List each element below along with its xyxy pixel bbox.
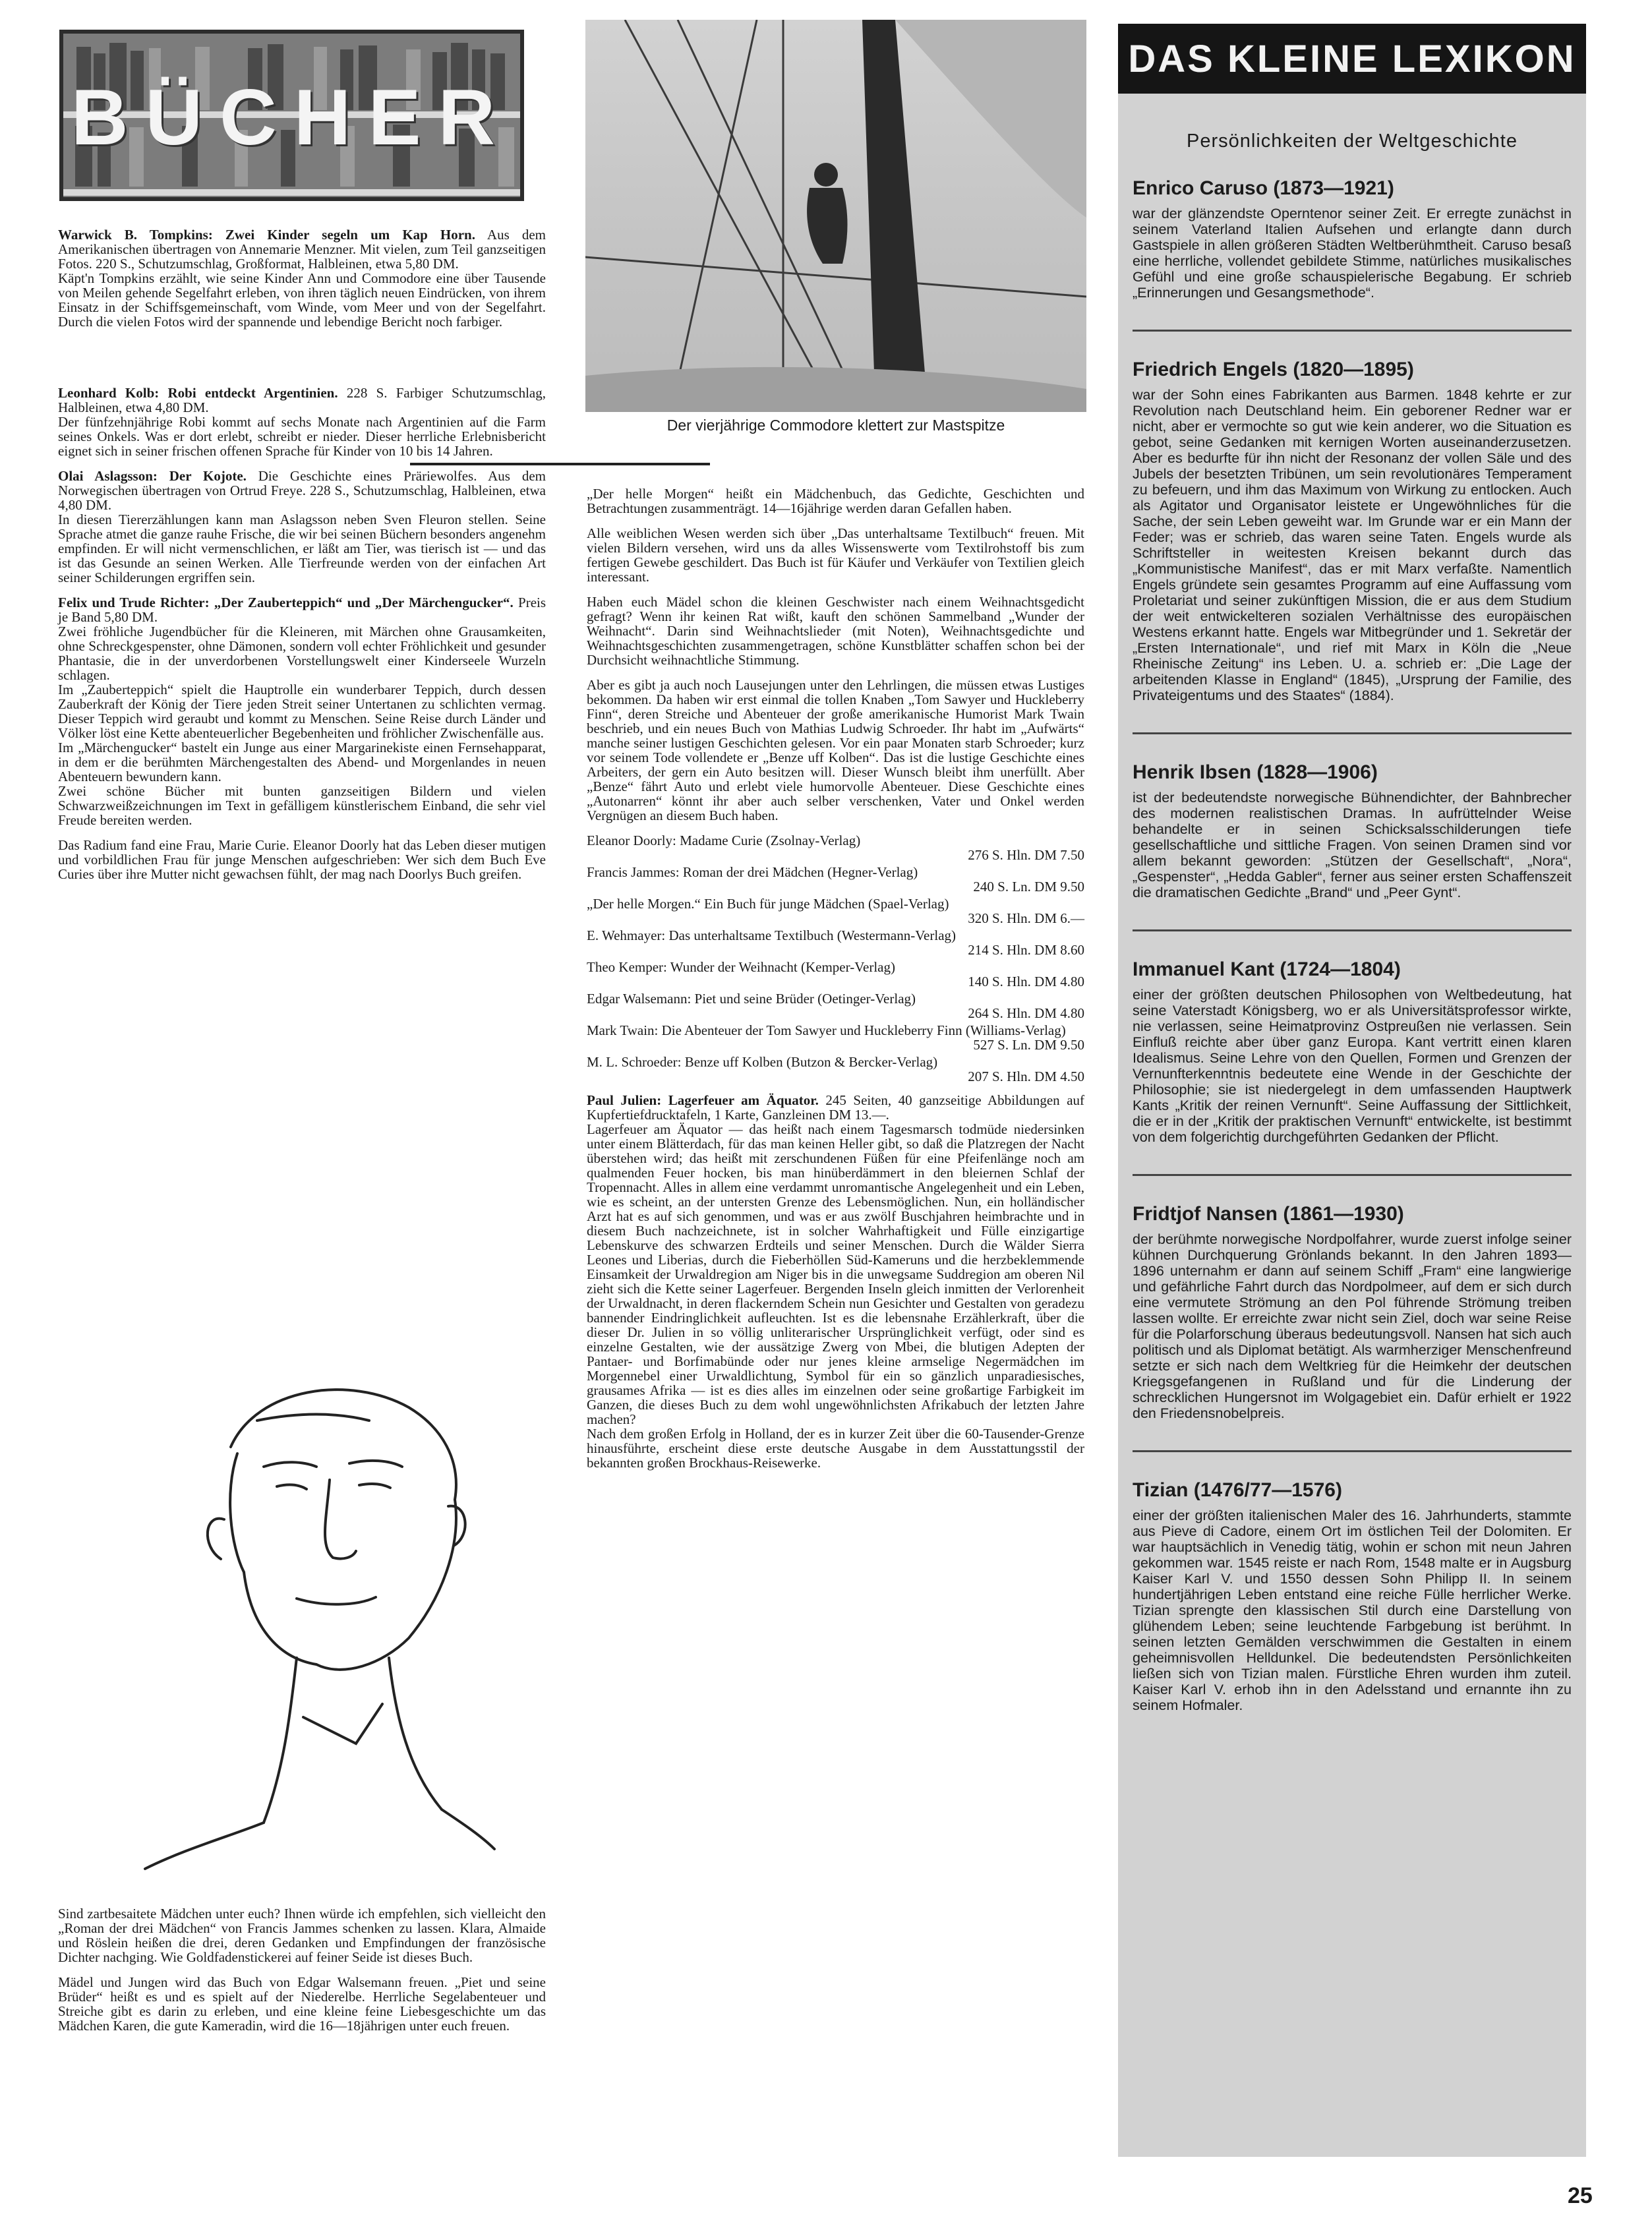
lexikon-entry-caruso (1133, 177, 1572, 301)
book-price: 276 S. Hln. DM 7.50 (968, 847, 1084, 863)
review-details: Preis je Band 5,80 DM. (58, 595, 546, 625)
review-kolb (58, 386, 546, 458)
book-title: Edgar Walsemann: Piet und seine Brüder (Oetinger-Verlag) (587, 991, 916, 1007)
lexikon-header (1118, 24, 1586, 94)
lexikon-entry-engels (1133, 358, 1572, 703)
review-text: Im „Zauberteppich“ spielt die Hauptrolle ein wunderbarer Teppich, durch dessen Zauberkraft der König der Tiere jeden Streit seiner Untertanen zu schlichten vermag. Dieser Teppich wird geraubt und kommt zu Menschen. Seine Reise durch Länder und Völker löst eine Kette abenteuerlicher Begebenheiten und fröhlicher Zwischenfälle aus. (58, 682, 546, 741)
review-walsemann: Mädel und Jungen wird das Buch von Edgar Walsemann freuen. „Piet und seine Brüder“ heißt es und es spielt auf der Niederelbe. Herrliche Segelabenteuer und Streiche gibt es darin zu erleben, und eine kleine feine Liebesgeschichte um das Mädchen Karen, die gute Kameradin, wird die 16—18jährigen unter euch freuen. (58, 1974, 546, 2034)
book-price: 214 S. Hln. DM 8.60 (968, 942, 1084, 958)
review-morgen: „Der helle Morgen“ heißt ein Mädchenbuch, das Gedichte, Geschichten und Betrachtungen zusammenträgt. 14—16jährige werden daran Gefallen haben. (587, 486, 1084, 516)
lexikon-divider (1133, 732, 1572, 734)
lexikon-divider (1133, 330, 1572, 332)
review-title: Warwick B. Tompkins: Zwei Kinder segeln um Kap Horn. (58, 227, 475, 243)
lexikon-entry-name: Fridtjof Nansen (1861—1930) (1133, 1203, 1404, 1225)
book-list-item (587, 928, 1084, 957)
banner-title: BÜCHER (71, 73, 513, 162)
book-reviews-column-left (58, 227, 546, 892)
lexikon-entry-text: ist der bedeutendste norwegische Bühnendichter, der Bahnbrecher des modernen realistischen Dramas. In aufrüttelnder Weise behandelte er in seinen Schicksalsschilderungen tiefe gesellschaftliche und sittliche Fragen. Von seinen Dramen sind vor allem bekannt geworden: „Stützen der Gesellschaft“, „Nora“, „Gespenster“, „Hedda Gabler“, ferner aus seiner ersten Schaffenszeit die dramatischen Gedichte „Brand“ und „Peer Gynt“. (1133, 790, 1572, 900)
review-julien (587, 1093, 1084, 1470)
review-title: Leonhard Kolb: Robi entdeckt Argentinien. (58, 385, 338, 401)
lexikon-entry-ibsen (1133, 761, 1572, 900)
book-title: Theo Kemper: Wunder der Weihnacht (Kemper-Verlag) (587, 959, 895, 975)
review-details: Die Geschichte eines Präriewolfes. Aus dem Norwegischen übertragen von Ortrud Freye. 228 S., Schutzumschlag, Halbleinen, etwa 4,80 DM. (58, 468, 546, 513)
review-details: 245 Seiten, 40 ganzseitige Abbildungen auf Kupfertiefdrucktafeln, 1 Karte, Ganzleinen DM 13.—. (587, 1092, 1085, 1123)
lexikon-entry-text: der berühmte norwegische Nordpolfahrer, wurde zuerst infolge seiner kühnen Durchquerung Grönlands bekannt. In den Jahren 1893—1896 unternahm er dann auf seinem Schiff „Fram“ eine langwierige und gefährliche Fahrt durch das Nordpolmeer, auf dem er sich durch eine vermutete Strömung an den Pol führende Strömung treiben lassen wollte. Er erreichte zwar nicht sein Ziel, doch war seine Reise für die Polarforschung überaus bedeutungsvoll. Nansen hat sich auch politisch und als Diplomat betätigt. Als warmherziger Menschenfreund setzte er sich nach dem Weltkrieg für die Heimkehr der deutschen Kriegsgefangenen in Rußland und für die Linderung der schrecklichen Hungersnot im Wolgagebiet ein. Dafür erhielt er 1922 den Friedensnobelpreis. (1133, 1231, 1572, 1421)
lexikon-entry-text: einer der größten deutschen Philosophen von Weltbedeutung, hat seine Vaterstadt Königsberg, wo er als Universitätsprofessor wirkte, nie verlassen, seine Heimatprovinz Ostpreußen nie verlassen. Sein Einfluß reichte aber über ganz Europa. Kant vertritt einen klaren Idealismus. Seine Lehre von den Quellen, Formen und Grenzen der Vernunfterkenntnis bedeutete eine Wende in der Geschichte der Philosophie; sie ist niedergelegt in dem umfassenden Hauptwerk Kants „Kritik der reinen Vernunft“. Seine Auffassung der Sittlichkeit, die er in der „Kritik der praktischen Vernunft“ entwickelte, ist bestimmt von dem folgerichtig durchgeführten Gedanken der Pflicht. (1133, 987, 1572, 1145)
review-aslagsson (58, 469, 546, 585)
book-price: 264 S. Hln. DM 4.80 (968, 1005, 1084, 1021)
book-price: 527 S. Ln. DM 9.50 (973, 1037, 1084, 1053)
book-price: 207 S. Hln. DM 4.50 (968, 1069, 1084, 1084)
book-price: 320 S. Hln. DM 6.— (968, 910, 1084, 926)
review-jammes: Sind zartbesaitete Mädchen unter euch? Ihnen würde ich empfehlen, sich vielleicht den „Roman der drei Mädchen“ von Francis Jammes schenken zu lassen. Klara, Almaide und Röslein heißen die drei, deren Gedanken und Empfindungen der französische Dichter nachging. Wie Goldfadenstickerei auf feiner Seide ist dieses Buch. (58, 1906, 546, 1965)
review-text: In diesen Tiererzählungen kann man Aslagsson neben Sven Fleuron stellen. Seine Sprache atmet die ganze rauhe Frische, die wir bei seinen Büchern besonders angenehm empfinden. Er will nicht vermenschlichen, er läßt am Tier, was tierisch ist — und das ist das Gesunde an seinen Werken. Alle Tierfreunde werden von der einfachen Art seiner Schilderungen ergriffen sein. (58, 512, 546, 585)
review-text: Nach dem großen Erfolg in Holland, der es in kurzer Zeit über die 60-Tausender-Grenze hinausführte, erscheint diese erste deutsche Ausgabe in dem Ausstattungsstil der bekannten großen Brockhaus-Reisewerke. (587, 1426, 1084, 1471)
mast-climbing-illustration (585, 20, 1086, 412)
lexikon-entry-nansen (1133, 1202, 1572, 1421)
review-text: Zwei fröhliche Jugendbücher für die Kleineren, mit Märchen ohne Grausamkeiten, ohne Schreckgespenster, ohne Dämonen, sondern voll echter Fröhlichkeit und gesunder Phantasie, die in der unverdorbenen Vorstellungswelt einer Kinderseele Wurzeln schlagen. (58, 624, 546, 683)
book-title: M. L. Schroeder: Benze uff Kolben (Butzon & Bercker-Verlag) (587, 1054, 938, 1070)
lexikon-entry-text: war der Sohn eines Fabrikanten aus Barmen. 1848 kehrte er zur Revolution nach Deutschland heim. Ein geborener Redner war er nicht, aber er vermochte so gut wie kein anderer, wo die Situation es gebot, seine Gedanken mit kernigen Worten auseinanderzusetzen. Aber es bedurfte für ihn nicht der Resonanz der vollen Säle und des Jubels der besetzten Tribünen, um sein revolutionäres Temperament zu befeuern, und ihm das Maximum von Wirkung zu entlocken. Auch als Agitator und Organisator leistete er Ungewöhnliches für die Sache, der sein Leben geweiht war. Im Grunde war er ein Mann der Feder; was er schrieb, das waren seine Taten. Engels wurde als Schriftsteller in weitesten Kreisen bekannt durch das „Kommunistische Manifest“, das er mit Marx verfaßte. Namentlich Engels gründete sein gesamtes Programm auf eine Auffassung vom Proletariat und seiner zukünftigen Mission, die er aus dem Studium der weit entwickelteren sozialen Verhältnisse des europäischen Westens erkannt hatte. Engels war Mitbegründer und 1. Sekretär der „Ersten Internationale“, und rief mit Marx in Köln die „Neue Rheinische Zeitung“ ins Leben. U. a. schrieb er: „Die Lage der arbeitenden Klasse in England“ (1845), „Ursprung der Familie, des Privateigentums und des Staates“ (1884). (1133, 387, 1572, 703)
lexikon-entry-name: Immanuel Kant (1724—1804) (1133, 958, 1401, 980)
book-list-item (587, 896, 1084, 925)
review-text: Zwei schöne Bücher mit bunten ganzseitigen Bildern und vielen Schwarzweißzeichnungen im Text in gefälligem künstlerischem Einband, die sehr viel Freude bereiten werden. (58, 783, 546, 828)
review-richter (58, 595, 546, 827)
book-list-item (587, 960, 1084, 989)
review-text: Im „Märchengucker“ bastelt ein Junge aus einer Margarinekiste einen Fernsehapparat, in dem er die berühmten Märchengestalten des Abend- und Morgenlandes in neuen Abenteuern bewundern kann. (58, 740, 546, 784)
lexikon-panel (1118, 24, 1586, 2157)
portrait-sketch (132, 1348, 501, 1875)
review-title: Olai Aslagsson: Der Kojote. (58, 468, 247, 484)
review-text: Lagerfeuer am Äquator — das heißt nach einem Tagesmarsch todmüde niedersinken unter einem Blätterdach, für das man keinen Heller gibt, so daß die Platzregen der Nacht überstehen wird; das heißt mit zerschundenen Füßen für eine Pfeifenlänge noch am qualmenden Feuer hocken, bis man hinüberdämmert in den bleiernen Schlaf der Tropennacht. Alles in allem eine verdammt unromantische Angelegenheit und ein Leben, wie es scheint, an der untersten Grenze des Lebensmöglichen. Nun, ein holländischer Arzt hat es auf sich genommen, und was er aus zwölf Buschjahren heimbrachte und in diesem Buch nachzeichnete, ist in solcher Wahrhaftigkeit und Fülle einzigartige Lebenskurve des schwarzen Erdteils und seiner Menschen. Durch die Wälder Sierra Leones und Liberias, durch die Fieberhöllen Süd-Kameruns und die herzbeklemmende Einsamkeit der Urwaldregion am Niger bis in die unwegsame Suddregion am oberen Nil zieht sich die Kette seiner Lagerfeuer. Bergenden Inseln gleich inmitten der Verlorenheit der Urwaldnacht, in deren flackerndem Schein nun Gesichter und Gestalten von geradezu bannender Eindringlichkeit aufleuchten. Ist es die lebensnahe Erzählerkraft, über die dieser Dr. Julien in so völlig unliterarischer Ursprünglichkeit verfügt, oder sind es einzelne Gestalten, wie der aussätzige Zwerg von Mbei, die blutigen Adepten der Pantaer- und Borfimabünde oder nur jenes kleine armselige Negermädchen im Morgennebel einer Urwaldlichtung, Symbol für ein so gänzlich unparadiesisches, grausames Afrika — ist es dies alles im einzelnen oder seine großartige Farbigkeit im Ganzen, die dieses Buch zu dem wohl ungewöhnlichsten Afrikabuch der letzten Jahre machen? (587, 1121, 1084, 1427)
book-title: E. Wehmayer: Das unterhaltsame Textilbuch (Westermann-Verlag) (587, 927, 957, 943)
review-curie: Das Radium fand eine Frau, Marie Curie. Eleanor Doorly hat das Leben dieser mutigen und vorbildlichen Frau für junge Menschen aufgeschrieben: Wer sich dem Buch Eve Curies über ihre Mutter nicht gewachsen fühlt, der mag nach Doorlys Buch greifen. (58, 837, 546, 882)
lexikon-entry-name: Friedrich Engels (1820—1895) (1133, 359, 1414, 380)
lexikon-entry-tizian (1133, 1479, 1572, 1713)
lexikon-subtitle: Persönlichkeiten der Weltgeschichte (1187, 131, 1518, 152)
lexikon-entry-text: war der glänzendste Operntenor seiner Zeit. Er erregte zunächst in seinem Vaterland Italien Aufsehen und erlangte dann durch Gastspiele in allen größeren Städten Weltberühmtheit. Caruso besaß eine herrliche, vollendet gebildete Stimme, natürliches musikalisches Gefühl und eine große schauspielerische Begabung. Er schrieb „Erinnerungen und Gesangsmethode“. (1133, 206, 1572, 301)
lexikon-title: DAS KLEINE LEXIKON (1128, 38, 1576, 80)
book-reviews-column-left-lower (58, 1906, 546, 2043)
photo-caption: Der vierjährige Commodore klettert zur Mastspitze (666, 417, 1005, 434)
book-title: Mark Twain: Die Abenteuer der Tom Sawyer und Huckleberry Finn (Williams-Verlag) (587, 1022, 1066, 1038)
section-divider (410, 463, 710, 465)
review-text: Der fünfzehnjährige Robi kommt auf sechs Monate nach Argentinien auf die Farm seines Onkels. Was er dort erlebt, schreibt er nieder. Dieser herrliche Erlebnisbericht eignet sich in seiner frischen offenen Sprache für Kinder von 10 bis 14 Jahren. (58, 414, 546, 459)
book-list-item (587, 1055, 1084, 1084)
lexikon-divider (1133, 929, 1572, 931)
book-reviews-column-middle (587, 486, 1084, 1481)
book-price: 240 S. Ln. DM 9.50 (973, 879, 1084, 895)
review-title: Paul Julien: Lagerfeuer am Äquator. (587, 1092, 819, 1108)
book-list (587, 833, 1084, 1084)
lexikon-entry-kant (1133, 958, 1572, 1145)
lexikon-divider (1133, 1174, 1572, 1176)
page-number: 25 (1568, 2183, 1593, 2208)
book-title: Eleanor Doorly: Madame Curie (Zsolnay-Verlag) (587, 833, 861, 848)
lexikon-entries (1133, 177, 1572, 1742)
book-price: 140 S. Hln. DM 4.80 (968, 974, 1084, 989)
sailing-photo (585, 20, 1086, 412)
books-banner-image (59, 30, 524, 201)
lexikon-entry-name: Enrico Caruso (1873—1921) (1133, 177, 1394, 199)
book-list-item (587, 991, 1084, 1020)
book-title: Francis Jammes: Roman der drei Mädchen (Hegner-Verlag) (587, 864, 918, 880)
lexikon-entry-name: Henrik Ibsen (1828—1906) (1133, 761, 1378, 783)
review-details: 228 S. Farbiger Schutzumschlag, Halbleinen, etwa 4,80 DM. (58, 385, 546, 415)
lexikon-entry-name: Tizian (1476/77—1576) (1133, 1479, 1342, 1501)
book-list-item (587, 833, 1084, 862)
lexikon-entry-text: einer der größten italienischen Maler des 16. Jahrhunderts, stammte aus Pieve di Cadore, einem Ort im östlichen Teil der Dolomiten. Er war hauptsächlich in Venedig tätig, wohin er schon mit neun Jahren gekommen war. 1545 reiste er nach Rom, 1548 malte er in Augsburg Kaiser Karl V. und 1550 dessen Sohn Philipp II. In seinem hundertjährigen Leben entstand eine reiche Fülle herrlicher Werke. Tizian sprengte den klassischen Stil durch eine Darstellung von glühendem Leben; seine leuchtende Farbgebung ist berühmt. In seinen letzten Gemälden verschwimmen die Gestalten in einem geheimnisvollen Helldunkel. Die bedeutendsten Persönlichkeiten ließen sich von Tizian malen. Fürstliche Ehren wurden ihm zuteil. Kaiser Karl V. erhob ihn in den Adelsstand und ernannte ihn zu seinem Hofmaler. (1133, 1508, 1572, 1713)
review-lausejungen: Aber es gibt ja auch noch Lausejungen unter den Lehrlingen, die müssen etwas Lustiges bekommen. Da haben wir erst einmal die tollen Knaben „Tom Sawyer und Huckleberry Finn“, deren Streiche und Abenteuer der große amerikanische Humorist Mark Twain beschrieb, und ein neues Buch von Mathias Ludwig Schroeder. Ihr habt im „Aufwärts“ manche seiner lustigen Geschichten gelesen. Vor ein paar Monaten starb Schroeder; kurz vor seinem Tode vollendete er „Benze uff Kolben“. Das ist die lustige Geschichte eines Arbeiters, der gern ein Auto besitzen will. Dieser Wunsch bleibt ihm unerfüllt. Aber „Benze“ fährt Auto und erlebt viele humorvolle Abenteuer. Diese Geschichte eines „Autonarren“ könnt ihr aber auch selber verschenken, Vater und Onkel werden Vergnügen an diesem Buch haben. (587, 677, 1084, 823)
book-title: „Der helle Morgen.“ Ein Buch für junge Mädchen (Spael-Verlag) (587, 896, 949, 912)
review-text: Käpt'n Tompkins erzählt, wie seine Kinder Ann und Commodore eine über Tausende von Meilen gehende Segelfahrt erleben, von ihren täglich neuen Eindrücken, von ihrem Einsatz in der Schiffsgemeinschaft, vom Winde, vom Meer und von der Segelfahrt. Durch die vielen Fotos wird der spannende und lebendige Bericht noch farbiger. (58, 270, 546, 330)
lexikon-divider (1133, 1450, 1572, 1452)
review-title: Felix und Trude Richter: „Der Zauberteppich“ und „Der Märchengucker“. (58, 595, 514, 610)
book-list-item (587, 1023, 1084, 1052)
spacer (58, 339, 546, 386)
review-weihnacht: Haben euch Mädel schon die kleinen Geschwister nach einem Weihnachtsgedicht gefragt? Wenn ihr keinen Rat wißt, kauft den schönen Sammelband „Wunder der Weihnacht“. Darin sind Weihnachtslieder (mit Noten), Weihnachtsgedichte und Weihnachtsgeschichten zusammengetragen, schöne Kunstblätter schaffen schon bei der Durchsicht weihnachtliche Stimmung. (587, 594, 1084, 668)
review-details: Aus dem Amerikanischen übertragen von Annemarie Menzner. Mit vielen, zum Teil ganzseitigen Fotos. 220 S., Schutzumschlag, Großformat, Halbleinen, etwa 5,80 DM. (58, 227, 546, 272)
book-list-item (587, 865, 1084, 894)
review-tompkins (58, 227, 546, 329)
review-textil: Alle weiblichen Wesen werden sich über „Das unterhaltsame Textilbuch“ freuen. Mit vielen Bildern versehen, wird uns da alles Wissenswerte vom Textilrohstoff bis zum fertigen Gewebe geschildert. Das Buch ist für Käufer und Verkäufer von Textilien gleich interessant. (587, 525, 1084, 585)
